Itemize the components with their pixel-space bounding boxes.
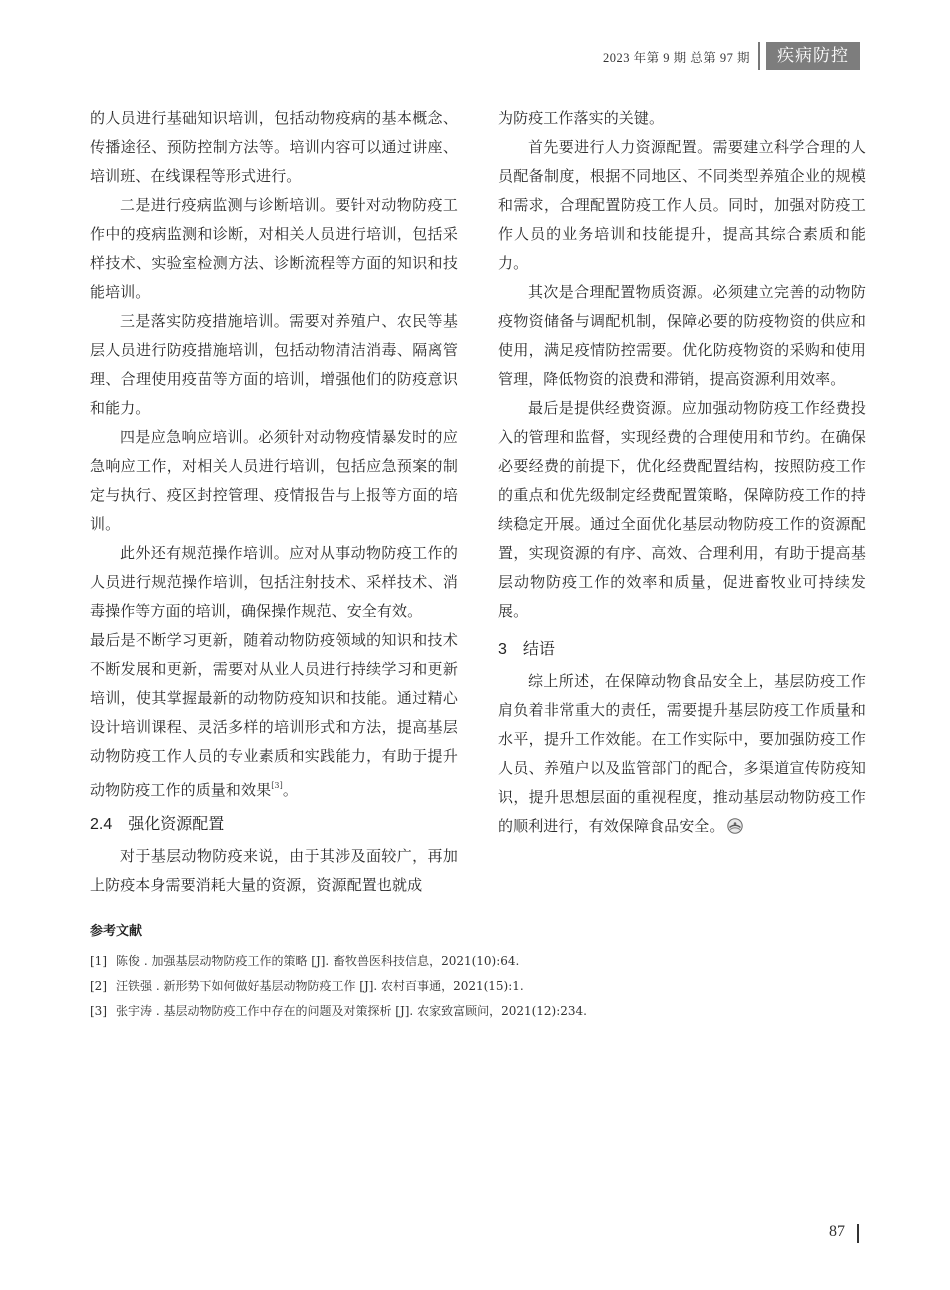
paragraph: 三是落实防疫措施培训。需要对养殖户、农民等基层人员进行防疫措施培训，包括动物清洁消毒、隔离管理、合理使用疫苗等方面的培训，增强他们的防疫意识和能力。 bbox=[90, 312, 458, 417]
paragraph: 的人员进行基础知识培训，包括动物疫病的基本概念、传播途径、预防控制方法等。培训内容可以通过讲座、培训班、在线课程等形式进行。 bbox=[90, 109, 458, 185]
article-end-icon bbox=[727, 818, 743, 834]
left-column bbox=[90, 104, 458, 900]
section-title: 结语 bbox=[522, 639, 555, 658]
section-number: 2.4 bbox=[90, 816, 113, 833]
reference-text: 汪铁强 . 新形势下如何做好基层动物防疫工作 [J]. 农村百事通，2021(15):1. bbox=[116, 979, 524, 993]
paragraph bbox=[498, 667, 866, 841]
references-title: 参考文献 bbox=[90, 924, 143, 939]
reference-item bbox=[90, 999, 870, 1024]
reference-number: [3] bbox=[90, 1004, 107, 1018]
reference-item bbox=[90, 974, 870, 999]
section-number: 3 bbox=[498, 641, 507, 658]
section-heading bbox=[90, 809, 458, 840]
page-number-bar bbox=[857, 1224, 859, 1243]
reference-number: [1] bbox=[90, 954, 107, 968]
paragraph bbox=[90, 626, 458, 805]
paragraph-text: 最后是不断学习更新，随着动物防疫领域的知识和技术不断发展和更新，需要对从业人员进行持续学习和更新培训，使其掌握最新的动物防疫知识和技能。通过精心设计培训课程、灵活多样的培训形式和方法，提高基层动物防疫工作人员的专业素质和实践能力，有助于提升动物防疫工作的质量和效果 bbox=[90, 631, 458, 799]
paragraph: 此外还有规范操作培训。应对从事动物防疫工作的人员进行规范操作培训，包括注射技术、采样技术、消毒操作等方面的培训，确保操作规范、安全有效。 bbox=[90, 544, 458, 620]
paragraph-text: 综上所述，在保障动物食品安全上，基层防疫工作肩负着非常重大的责任，需要提升基层防疫工作质量和水平，提升工作效能。在工作实际中，要加强防疫工作人员、养殖户以及监管部门的配合，多渠道宣传防疫知识，提升思想层面的重视程度，推动基层动物防疫工作的顺利进行，有效保障食品安全。 bbox=[498, 672, 866, 835]
paragraph: 其次是合理配置物质资源。必须建立完善的动物防疫物资储备与调配机制，保障必要的防疫物资的供应和使用，满足疫情防控需要。优化防疫物资的采购和使用管理，降低物资的浪费和滞销，提高资源利用效率。 bbox=[498, 283, 866, 388]
paragraph: 四是应急响应培训。必须针对动物疫情暴发时的应急响应工作，对相关人员进行培训，包括应急预案的制定与执行、疫区封控管理、疫情报告与上报等方面的培训。 bbox=[90, 428, 458, 533]
paragraph-end: 。 bbox=[282, 781, 298, 799]
paragraph: 对于基层动物防疫来说，由于其涉及面较广，再加上防疫本身需要消耗大量的资源，资源配置也就成 bbox=[90, 847, 458, 894]
reference-text: 陈俊 . 加强基层动物防疫工作的策略 [J]. 畜牧兽医科技信息，2021(10):64. bbox=[116, 954, 520, 968]
issue-info: 2023 年第 9 期 总第 97 期 bbox=[602, 51, 750, 65]
reference-text: 张宇涛 . 基层动物防疫工作中存在的问题及对策探析 [J]. 农家致富顾问，2021(12):234. bbox=[116, 1004, 587, 1018]
reference-number: [2] bbox=[90, 979, 107, 993]
paragraph: 二是进行疫病监测与诊断培训。要针对动物防疫工作中的疫病监测和诊断，对相关人员进行培训，包括采样技术、实验室检测方法、诊断流程等方面的知识和技能培训。 bbox=[90, 196, 458, 301]
section-title: 强化资源配置 bbox=[128, 814, 225, 833]
header-divider bbox=[758, 42, 760, 70]
section-tag: 疾病防控 bbox=[766, 42, 860, 70]
page-number: 87 bbox=[829, 1223, 845, 1240]
paragraph: 最后是提供经费资源。应加强动物防疫工作经费投入的管理和监督，实现经费的合理使用和节约。在确保必要经费的前提下，优化经费配置结构，按照防疫工作的重点和优先级制定经费配置策略，保障防疫工作的持续稳定开展。通过全面优化基层动物防疫工作的资源配置，实现资源的有序、高效、合理利用，有助于提高基层动物防疫工作的效率和质量，促进畜牧业可持续发展。 bbox=[498, 399, 866, 620]
citation-marker: [3] bbox=[271, 781, 283, 790]
references bbox=[90, 920, 870, 1024]
reference-item bbox=[90, 949, 870, 974]
paragraph: 首先要进行人力资源配置。需要建立科学合理的人员配备制度，根据不同地区、不同类型养殖企业的规模和需求，合理配置防疫工作人员。同时，加强对防疫工作人员的业务培训和技能提升，提高其综合素质和能力。 bbox=[498, 138, 866, 272]
right-column bbox=[498, 104, 866, 841]
section-heading bbox=[498, 634, 866, 665]
paragraph: 为防疫工作落实的关键。 bbox=[498, 109, 665, 127]
